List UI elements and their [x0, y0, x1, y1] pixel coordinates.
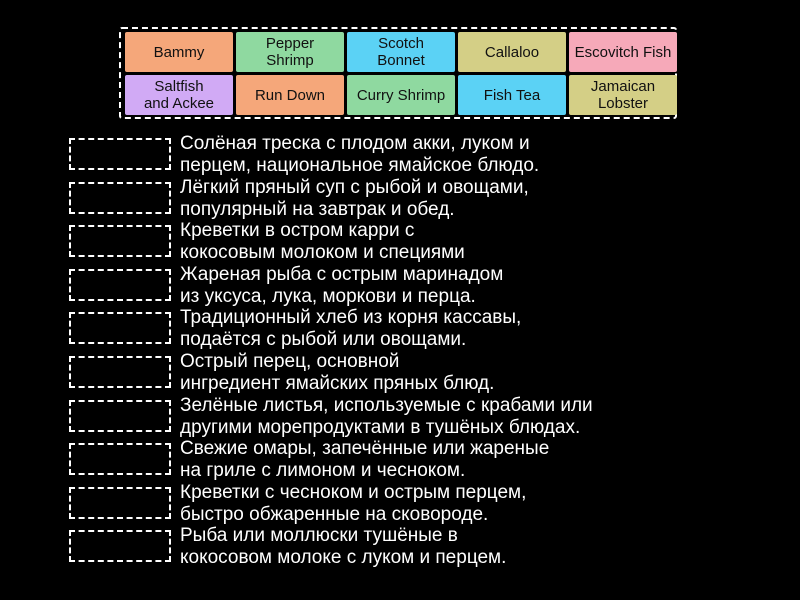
drop-slot[interactable]: [69, 269, 171, 301]
clue-text: [180, 133, 690, 177]
clue-row: [69, 351, 689, 395]
clue-row: [69, 264, 689, 308]
clue-line: Лёгкий пряный суп с рыбой и овощами,: [180, 176, 529, 198]
clue-line: Жареная рыба с острым маринадом: [180, 263, 504, 285]
clue-line: Острый перец, основной: [180, 350, 400, 372]
drop-slot[interactable]: [69, 487, 171, 519]
drop-slot[interactable]: [69, 400, 171, 432]
clue-line: Зелёные листья, используемые с крабами или: [180, 394, 593, 416]
clue-row: [69, 395, 689, 439]
word-bank: [119, 27, 677, 119]
tile-jamaican-lobster[interactable]: Jamaican Lobster: [569, 75, 677, 115]
clue-line: кокосовом молоке с луком и перцем.: [180, 547, 507, 569]
drop-slot[interactable]: [69, 182, 171, 214]
tile-curry-shrimp[interactable]: Curry Shrimp: [347, 75, 455, 115]
drop-slot[interactable]: [69, 530, 171, 562]
clue-row: [69, 438, 689, 482]
clue-text: [180, 395, 690, 439]
clue-text: [180, 220, 690, 264]
clue-text: [180, 307, 690, 351]
clue-text: [180, 351, 690, 395]
drop-slot[interactable]: [69, 443, 171, 475]
clue-line: из уксуса, лука, моркови и перца.: [180, 285, 476, 307]
drop-slot[interactable]: [69, 138, 171, 170]
clue-line: подаётся с рыбой или овощами.: [180, 329, 467, 351]
clue-text: [180, 482, 690, 526]
tile-fish-tea[interactable]: Fish Tea: [458, 75, 566, 115]
clue-text: [180, 177, 690, 221]
clue-line: Креветки в остром карри с: [180, 220, 415, 242]
clue-line: Рыба или моллюски тушёные в: [180, 525, 458, 547]
clue-line: Свежие омары, запечённые или жареные: [180, 438, 550, 460]
tile-escovitch-fish[interactable]: Escovitch Fish: [569, 32, 677, 72]
tile-callaloo[interactable]: Callaloo: [458, 32, 566, 72]
drop-slot[interactable]: [69, 312, 171, 344]
clue-line: другими морепродуктами в тушёных блюдах.: [180, 416, 581, 438]
drop-slot[interactable]: [69, 356, 171, 388]
clue-text: [180, 525, 690, 569]
clue-text: [180, 438, 690, 482]
clue-row: [69, 482, 689, 526]
clue-list: [69, 133, 689, 569]
tile-bammy[interactable]: Bammy: [125, 32, 233, 72]
tile-run-down[interactable]: Run Down: [236, 75, 344, 115]
clue-line: перцем, национальное ямайское блюдо.: [180, 155, 540, 176]
clue-line: быстро обжаренные на сковороде.: [180, 503, 489, 525]
clue-row: [69, 220, 689, 264]
clue-row: [69, 307, 689, 351]
drop-slot[interactable]: [69, 225, 171, 257]
clue-line: ингредиент ямайских пряных блюд.: [180, 372, 495, 394]
tile-scotch-bonnet[interactable]: Scotch Bonnet: [347, 32, 455, 72]
tile-pepper-shrimp[interactable]: Pepper Shrimp: [236, 32, 344, 72]
clue-line: Традиционный хлеб из корня кассавы,: [180, 307, 522, 329]
tile-saltfish-and-ackee[interactable]: Saltfish and Ackee: [125, 75, 233, 115]
clue-row: [69, 133, 689, 177]
clue-line: кокосовым молоком и специями: [180, 242, 465, 264]
clue-line: популярный на завтрак и обед.: [180, 198, 455, 220]
clue-line: Солёная треска с плодом акки, луком и: [180, 133, 530, 154]
clue-text: [180, 264, 690, 308]
clue-line: на гриле с лимоном и чесноком.: [180, 460, 466, 482]
clue-row: [69, 177, 689, 221]
clue-row: [69, 525, 689, 569]
clue-line: Креветки с чесноком и острым перцем,: [180, 481, 527, 503]
